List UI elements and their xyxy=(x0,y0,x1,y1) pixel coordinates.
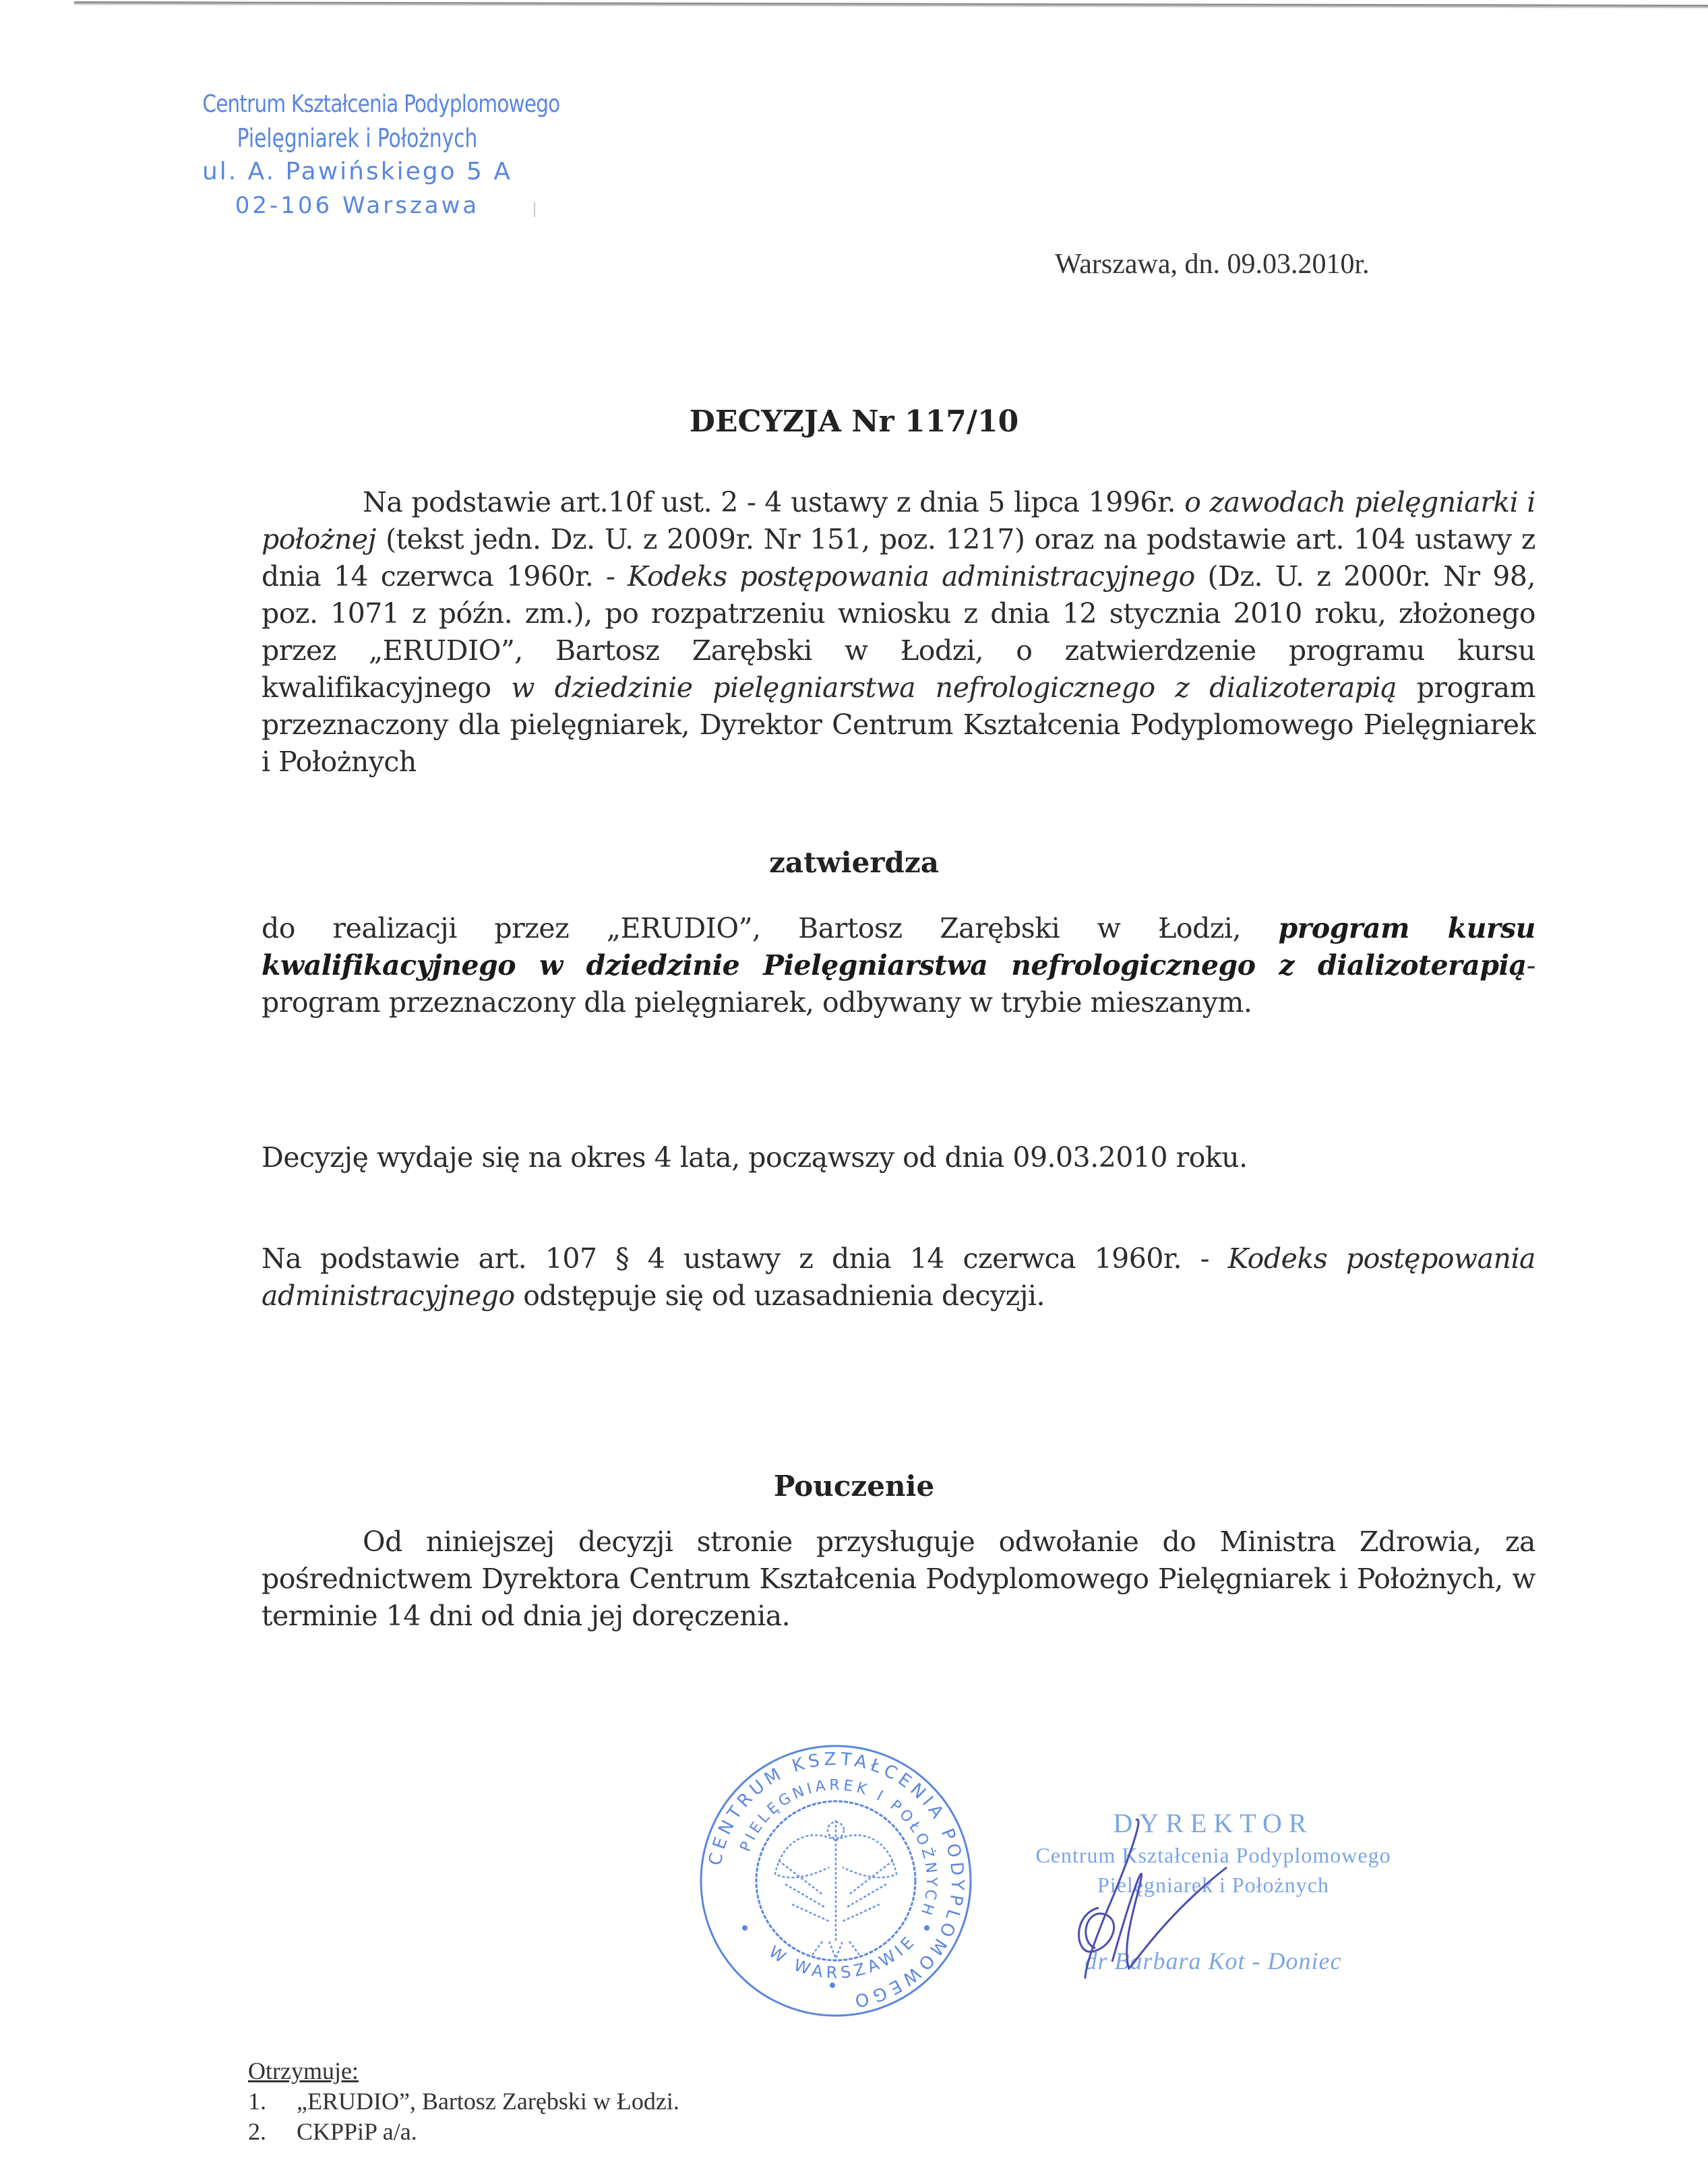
italic-text: Kodeks postępowania administracyjnego xyxy=(628,560,1195,593)
director-line-2: Pielęgniarek i Położnych xyxy=(1097,1873,1329,1897)
italic-text: w dziedzinie pielęgniarstwa nefrologicznego z dializoterapią xyxy=(511,671,1397,704)
scan-artifact xyxy=(534,202,535,217)
text: Na podstawie art. 107 § 4 ustawy z dnia 14 czerwca 1960r. - xyxy=(262,1242,1228,1275)
text: - program przeznaczony dla pielęgniarek, odbywany w trybie mieszanym. xyxy=(262,949,1535,1019)
heading-approves: zatwierdza xyxy=(769,846,939,879)
list-item xyxy=(248,2117,679,2147)
text: odstępuje się od uzasadnienia decyzji. xyxy=(514,1279,1045,1312)
text: Od niniejszej decyzji stronie przysługuje odwołanie do Ministra Zdrowia, za pośrednictwem Dyrektora Centrum Kształcenia Podyplomowego Pielęgniarek i Położnych, w terminie 14 dni od dnia jej doręczenia. xyxy=(262,1526,1535,1632)
seal-bottom-text: W WARSZAWIE xyxy=(765,1930,921,1983)
text: (Dz. U. z 2000r. Nr 98, poz. 1071 z późn. zm.), po rozpatrzeniu wniosku z dnia 12 stycznia 2010 roku, złożonego przez „ERUDIO”, Bartosz Zarębski w Łodzi, o zatwierdzenie programu kursu kwalifikacyjnego xyxy=(262,560,1535,704)
text: do realizacji przez „ERUDIO”, Bartosz Zarębski w Łodzi, xyxy=(262,912,1279,944)
paragraph-justification xyxy=(262,1240,1535,1315)
seal-inner-text: PIELĘGNIAREK I POŁOŻNYCH xyxy=(737,1776,940,1921)
heading-instruction: Pouczenie xyxy=(773,1470,935,1503)
paragraph-legal-basis xyxy=(262,484,1535,781)
paragraph-approval xyxy=(262,910,1535,1021)
list-item-text: „ERUDIO”, Bartosz Zarębski w Łodzi. xyxy=(297,2088,679,2115)
stamp-line-3: ul. A. Pawińskiego 5 A xyxy=(202,158,513,185)
stamp-line-1: Centrum Kształcenia Podyplomowego xyxy=(202,90,560,118)
seal-star xyxy=(924,1925,929,1931)
text: (tekst jedn. Dz. U. z 2009r. Nr 151, poz. 1217) oraz na podstawie art. 104 ustawy z dnia 14 czerwca 1960r. - xyxy=(262,523,1535,593)
seal-star xyxy=(742,1925,748,1931)
recipients-list xyxy=(248,2056,679,2147)
list-item xyxy=(248,2086,679,2117)
director-name: dr Barbara Kot - Doniec xyxy=(1085,1948,1342,1974)
paragraph-validity: Decyzję wydaje się na okres 4 lata, począwszy od dnia 09.03.2010 roku. xyxy=(262,1141,1248,1174)
stamp-line-2: Pielęgniarek i Położnych xyxy=(237,123,478,153)
official-seal xyxy=(694,1739,977,2022)
italic-text: o zawodach pielęgniarki i położnej xyxy=(262,486,1535,555)
paragraph-appeal xyxy=(262,1524,1535,1635)
list-item-number: 2. xyxy=(248,2118,266,2145)
list-item-number: 1. xyxy=(248,2088,266,2115)
date-line: Warszawa, dn. 09.03.2010r. xyxy=(1055,249,1370,280)
bold-italic-text: program kursu kwalifikacyjnego w dziedzinie Pielęgniarstwa nefrologicznego z dializoterapią xyxy=(262,912,1535,982)
recipients-heading: Otrzymuje: xyxy=(248,2057,359,2084)
scan-edge-line xyxy=(74,1,1708,9)
eagle-emblem-icon xyxy=(775,1820,896,1958)
italic-text: Kodeks postępowania administracyjnego xyxy=(262,1242,1535,1312)
letterhead-stamp xyxy=(169,88,560,222)
stamp-line-4: 02-106 Warszawa xyxy=(235,192,480,219)
handwritten-signature-icon xyxy=(1058,1813,1260,1989)
text: program przeznaczony dla pielęgniarek, Dyrektor Centrum Kształcenia Podyplomowego Pielęgniarek i Położnych xyxy=(262,671,1536,778)
page-title: DECYZJA Nr 117/10 xyxy=(689,404,1019,439)
director-line-1: Centrum Kształcenia Podyplomowego xyxy=(1035,1843,1391,1867)
director-title: DYREKTOR xyxy=(1113,1808,1314,1838)
seal-star xyxy=(830,1983,835,1988)
text: Na podstawie art.10f ust. 2 - 4 ustawy z dnia 5 lipca 1996r. xyxy=(363,486,1185,518)
seal-outer-text: CENTRUM KSZTAŁCENIA PODYPLOMOWEGO xyxy=(705,1749,968,2012)
list-item-text: CKPPiP a/a. xyxy=(297,2118,417,2145)
